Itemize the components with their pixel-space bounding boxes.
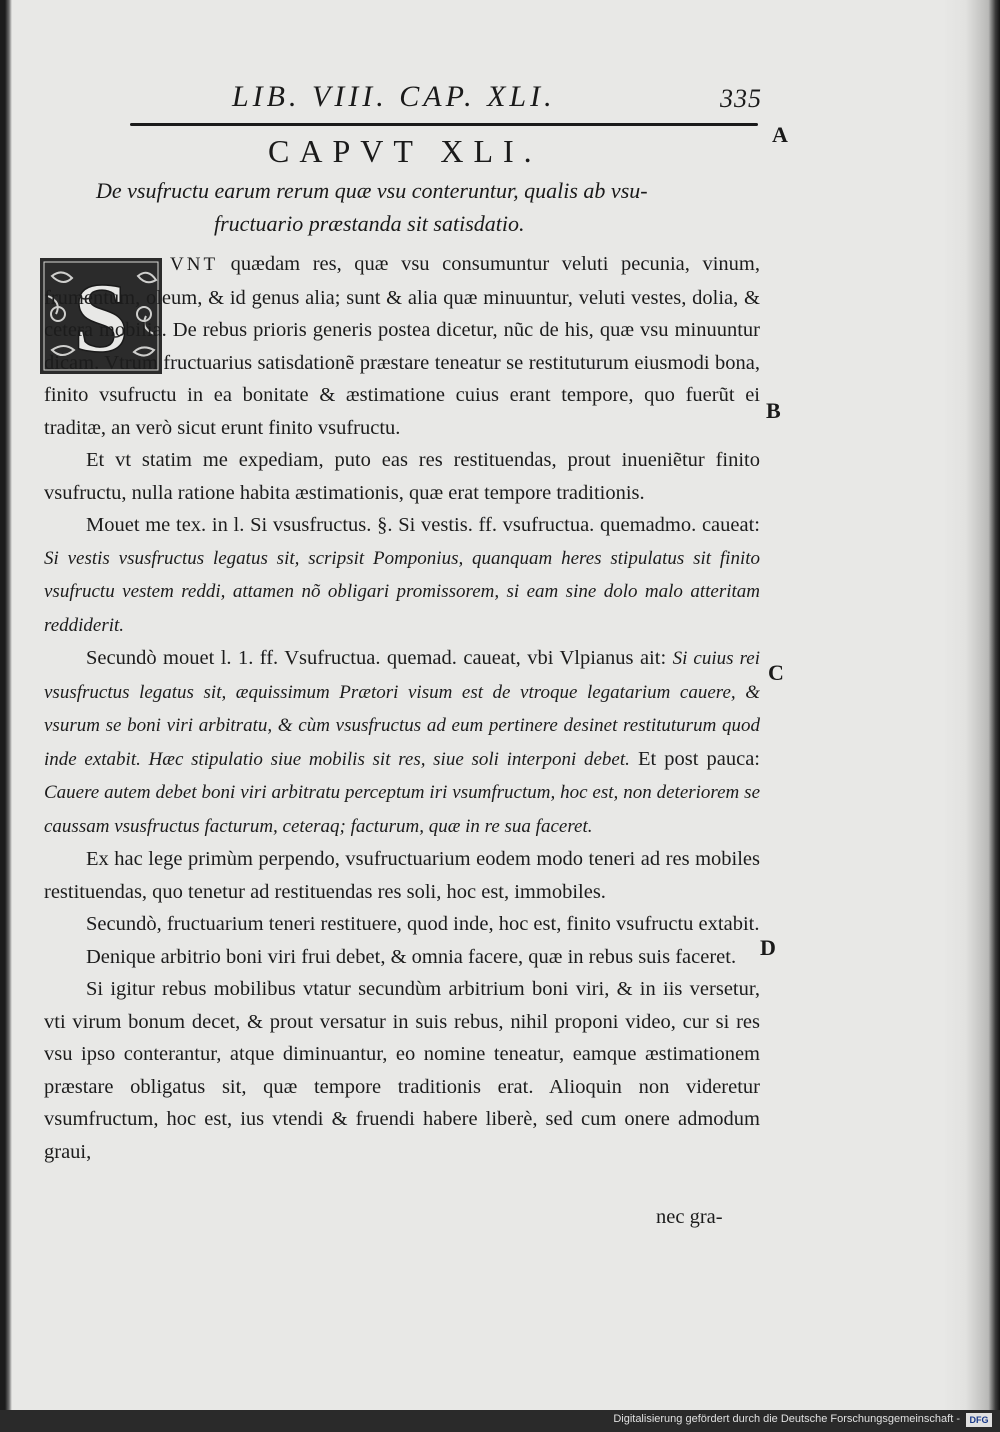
margin-letter-d: D <box>760 935 776 960</box>
margin-letter-b: B <box>766 398 781 423</box>
page-edge-shadow <box>942 0 1000 1410</box>
page-number: 335 <box>720 84 762 113</box>
paragraph-6: Secundò, fructuarium teneri restituere, quod inde, hoc est, finito vsufructu extabit. <box>86 913 760 935</box>
running-head-text: LIB. VIII. CAP. XLI. <box>232 80 556 113</box>
paragraph-1 <box>44 248 760 444</box>
paragraph-1-text: quædam res, quæ vsu consumuntur veluti pecunia, vinum, frumentum, oleum, & id genus alia; sunt & alia quæ minuuntur, veluti vestes, dolia, & cetera mobilia. De rebus prioris generis postea dicetur, nũc de his, quæ vsu minuuntur dicam. Vtrum fructuarius satisdationẽ præstare teneatur se restituturum eiusmodi bona, finito vsufructu in ea bonitate & æstimatione cuius erant tempore, quo fuerũt ei traditæ, an verò sicut erunt finito vsufructu. <box>44 253 760 439</box>
catchword: nec gra- <box>656 1206 723 1228</box>
body-text <box>44 248 760 1168</box>
header-rule <box>130 123 758 126</box>
chapter-subtitle <box>80 174 760 240</box>
margin-letter-a: A <box>772 122 788 147</box>
paragraph-4-quote-1: Si cuius rei vsusfructus legatus sit, æquissimum Prætori visum est de vtroque legatarium cauere, & vsurum se boni viri arbitratu, & cùm vsusfructus ad eum pertinere desinet restituturum quod inde extabit. Hæc stipulatio siue mobilis sit res, siue soli interponi debet. <box>44 648 760 770</box>
digitization-footer <box>0 1410 1000 1432</box>
paragraph-2: Et vt statim me expediam, puto eas res restituendas, prout inueniẽtur finito vsufructu, nulla ratione habita æstimationis, quæ erat tempore traditionis. <box>44 449 760 504</box>
paragraph-3 <box>44 509 760 642</box>
dfg-logo: DFG <box>966 1413 992 1427</box>
paragraph-4 <box>44 642 760 843</box>
running-head <box>232 80 762 116</box>
paragraph-8: Si igitur rebus mobilibus vtatur secundùm arbitrium boni viri, & in iis versetur, vti virum bonum decet, & prout versatur in suis rebus, nihil proponi video, cur si res vsu ipso conterantur, atque diminuantur, eo nomine teneatur, eamque æstimationem præstare obligatus sit, quæ tempore traditionis erat. Alioquin non videretur vsumfructum, hoc est, ius vtendi & fruendi habere liberè, sed cum onere admodum graui, <box>44 978 760 1163</box>
subtitle-line-1: De vsufructu earum rerum quæ vsu conteruntur, qualis ab vsu- <box>96 178 648 203</box>
subtitle-line-2: fructuario præstanda sit satisdatio. <box>214 211 525 236</box>
paragraph-4-text-2: Et post pauca: <box>629 747 761 770</box>
paragraph-4-quote-2: Cauere autem debet boni viri arbitratu perceptum iri vsumfructum, hoc est, non deteriorem se caussam vsusfructus facturum, ceteraq; facturum, quæ in re sua faceret. <box>44 782 760 837</box>
paragraph-3-quote: Si vestis vsusfructus legatus sit, scripsit Pomponius, quanquam heres stipulatus sit finito vsufructu vestem reddi, attamen nõ obligari promissorem, si eam sine dolo malo atteritam reddiderit. <box>44 547 760 636</box>
paragraph-7: Denique arbitrio boni viri frui debet, & omnia facere, quæ in rebus suis faceret. <box>86 945 737 968</box>
paragraph-3-text: Mouet me tex. in l. Si vsusfructus. §. Si vestis. ff. vsufructua. quemadmo. caueat: <box>86 514 760 536</box>
margin-letter-c: C <box>768 660 784 685</box>
paragraph-5: Ex hac lege primùm perpendo, vsufructuarium eodem modo teneri ad res mobiles restituendas, quo tenetur ad restituendas res soli, hoc est, immobiles. <box>44 848 760 903</box>
paragraph-4-text: Secundò mouet l. 1. ff. Vsufructua. quemad. caueat, vbi Vlpianus ait: <box>86 647 673 669</box>
page-binding-shadow <box>0 0 12 1410</box>
chapter-title: CAPVT XLI. <box>268 133 542 169</box>
footer-text: Digitalisierung gefördert durch die Deutsche Forschungsgemeinschaft - <box>613 1413 960 1425</box>
paragraph-1-lead: VNT <box>170 254 219 275</box>
initial-letter-glyph: S <box>73 262 129 373</box>
